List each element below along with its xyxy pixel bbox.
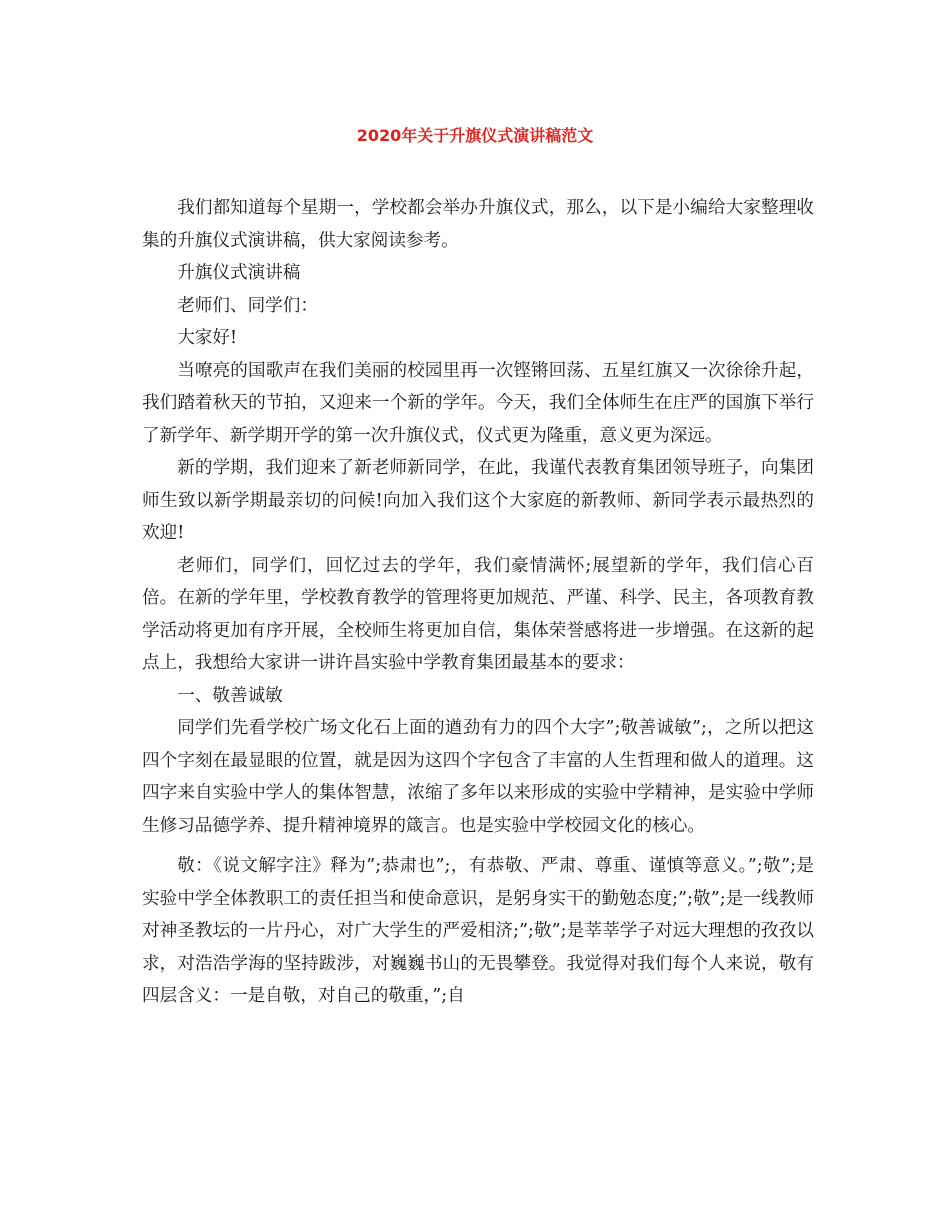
paragraph-intro: 我们都知道每个星期一，学校都会举办升旗仪式，那么，以下是小编给大家整理收集的升旗仪式演讲稿，供大家阅读参考。 [142, 198, 814, 251]
paragraph-salutation: 老师们、同学们： [177, 295, 318, 316]
paragraph-greeting: 大家好! [177, 328, 238, 348]
document-body [142, 192, 814, 1013]
paragraph-motto: 同学们先看学校广场文化石上面的遒劲有力的四个大字”;敬善诚敏”;，之所以把这四个字刻在最显眼的位置，就是因为这四个字包含了丰富的人生哲理和做人的道理。这四字来自实验中学人的集体智慧，浓缩了多年以来形成的实验中学精神，是实验中学师生修习品德学养、提升精神境界的箴言。也是实验中学校园文化的核心。 [142, 718, 814, 836]
paragraph-speech-heading: 升旗仪式演讲稿 [177, 263, 301, 283]
document-title: 2020年关于升旗仪式演讲稿范文 [356, 126, 594, 145]
paragraph-new-term: 新的学期，我们迎来了新老师新同学，在此，我谨代表教育集团领导班子，向集团师生致以新学期最亲切的问候!向加入我们这个大家庭的新教师、新同学表示最热烈的欢迎! [142, 458, 814, 543]
paragraph-anthem: 当嘹亮的国歌声在我们美丽的校园里再一次铿锵回荡、五星红旗又一次徐徐升起，我们踏着秋天的节拍，又迎来一个新的学年。今天，我们全体师生在庄严的国旗下举行了新学年、新学期开学的第一次升旗仪式，仪式更为隆重，意义更为深远。 [142, 360, 814, 446]
paragraph-section-heading: 一、敬善诚敏 [177, 685, 283, 706]
paragraph-jing: 敬：《说文解字注》释为”;恭肃也”;，有恭敬、严肃、尊重、谨慎等意义。”;敬”;是实验中学全体教职工的责任担当和使命意识，是躬身实干的勤勉态度;”;敬”;是一线教师对神圣教坛的一片丹心，对广大学生的严爱相济;”;敬”;是莘莘学子对远大理想的孜孜以求，对浩浩学海的坚持跋涉，对巍巍书山的无畏攀登。我觉得对我们每个人来说，敬有四层含义：一是自敬，对自己的敬重，”;自 [142, 856, 814, 1006]
paragraph-review: 老师们，同学们，回忆过去的学年，我们豪情满怀;展望新的学年，我们信心百倍。在新的学年里，学校教育教学的管理将更加规范、严谨、科学、民主，各项教育教学活动将更加有序开展，全校师生将更加自信，集体荣誉感将进一步增强。在这新的起点上，我想给大家讲一讲许昌实验中学教育集团最基本的要求： [142, 555, 814, 673]
